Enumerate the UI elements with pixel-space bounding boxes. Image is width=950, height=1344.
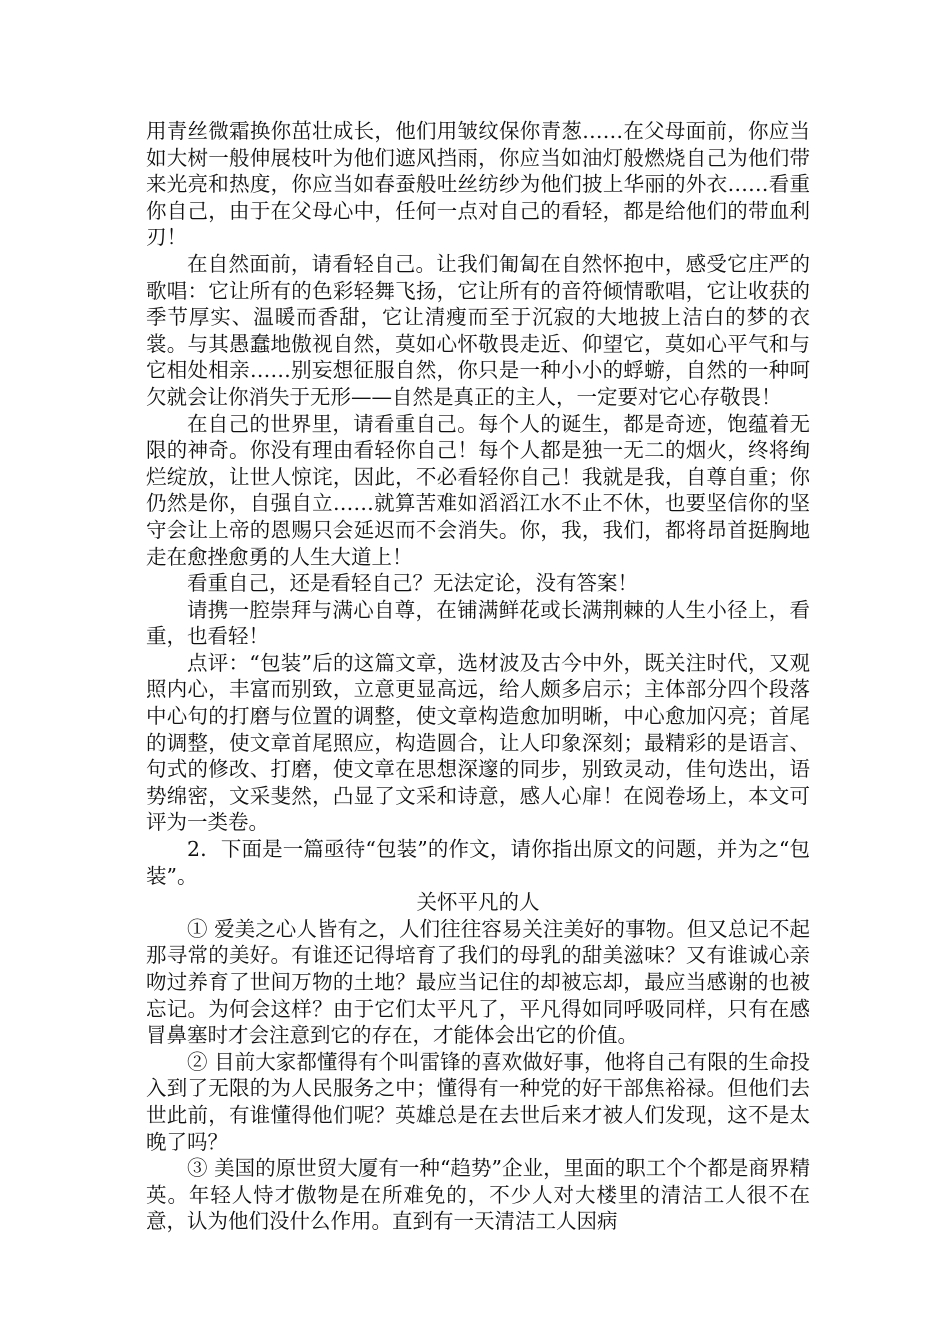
paragraph-nature: 在自然面前，请看轻自己。让我们匍匐在自然怀抱中，感受它庄严的歌唱：它让所有的色彩轻舞飞扬，它让所有的音符倾情歌唱，它让收获的季节厚实、温暖而香甜，它让清瘦而至于沉寂的大地披上洁白的梦的衣裳。与其愚蠢地傲视自然，莫如心怀敬畏走近、仰望它，莫如心平气和与它相处相亲……别妄想征服自然，你只是一种小小的蜉蝣，自然的一种呵欠就会让你消失于无形——自然是真正的主人，一定要对它心存敬畏！ xyxy=(146,251,810,409)
paragraph-commentary: 点评：“包装”后的这篇文章，选材波及古今中外，既关注时代，又观照内心，丰富而别致，立意更显高远，给人颇多启示；主体部分四个段落中心句的打磨与位置的调整，使文章构造愈加明晰，中心愈加闪亮；首尾的调整，使文章首尾照应，构造圆合，让人印象深刻；最精彩的是语言、句式的修改、打磨，使文章在思想深邃的同步，别致灵动，佳句迭出，语势绵密，文采斐然，凸显了文采和诗意，感人心扉！在阅卷场上，本文可评为一类卷。 xyxy=(146,650,810,835)
paragraph-parents: 用青丝微霜换你茁壮成长，他们用皱纹保你青葱……在父母面前，你应当如大树一般伸展枝叶为他们遮风挡雨，你应当如油灯般燃烧自己为他们带来光亮和热度，你应当如春蚕般吐丝纺纱为他们披上华丽的外衣……看重你自己，由于在父母心中，任何一点对自己的看轻，都是给他们的带血利刃！ xyxy=(146,119,810,250)
paragraph-self-world: 在自己的世界里，请看重自己。每个人的诞生，都是奇迹，饱蕴着无限的神奇。你没有理由看轻你自己！每个人都是独一无二的烟火，终将绚烂绽放，让世人惊诧，因此，不必看轻你自己！我就是我，自尊自重；你仍然是你，自强自立……就算苦难如滔滔江水不止不休，也要坚信你的坚守会让上帝的恩赐只会延迟而不会消失。你，我，我们，都将昂首挺胸地走在愈挫愈勇的人生大道上！ xyxy=(146,411,810,569)
document-page xyxy=(146,118,810,1235)
paragraph-essay-3: ③ 美国的原世贸大厦有一种“趋势”企业，里面的职工个个都是商界精英。年轻人恃才傲物是在所难免的，不少人对大楼里的清洁工人很不在意，认为他们没什么作用。直到有一天清洁工人因病 xyxy=(146,1156,810,1234)
paragraph-question: 看重自己，还是看轻自己？无法定论，没有答案！ xyxy=(187,571,638,596)
paragraph-conclusion: 请携一腔崇拜与满心自尊，在铺满鲜花或长满荆棘的人生小径上，看重，也看轻！ xyxy=(146,597,810,649)
essay-title: 关怀平凡的人 xyxy=(416,890,540,915)
paragraph-essay-2: ② 目前大家都懂得有个叫雷锋的喜欢做好事，他将自己有限的生命投入到了无限的为人民服务之中；懂得有一种党的好干部焦裕禄。但他们去世此前，有谁懂得他们呢？英雄总是在去世后来才被人们发现，这不是太晚了吗？ xyxy=(146,1049,810,1154)
paragraph-exercise-2: 2．下面是一篇亟待“包装”的作文，请你指出原文的问题，并为之“包装”。 xyxy=(146,837,810,888)
paragraph-essay-1: ① 爱美之心人皆有之，人们往往容易关注美好的事物。但又总记不起那寻常的美好。有谁还记得培育了我们的母乳的甜美滋味？又有谁诚心亲吻过养育了世间万物的土地？最应当记住的却被忘却，最应当感谢的也被忘记。为何会这样？由于它们太平凡了，平凡得如同呼吸同样，只有在感冒鼻塞时才会注意到它的存在，才能体会出它的价值。 xyxy=(146,916,810,1048)
